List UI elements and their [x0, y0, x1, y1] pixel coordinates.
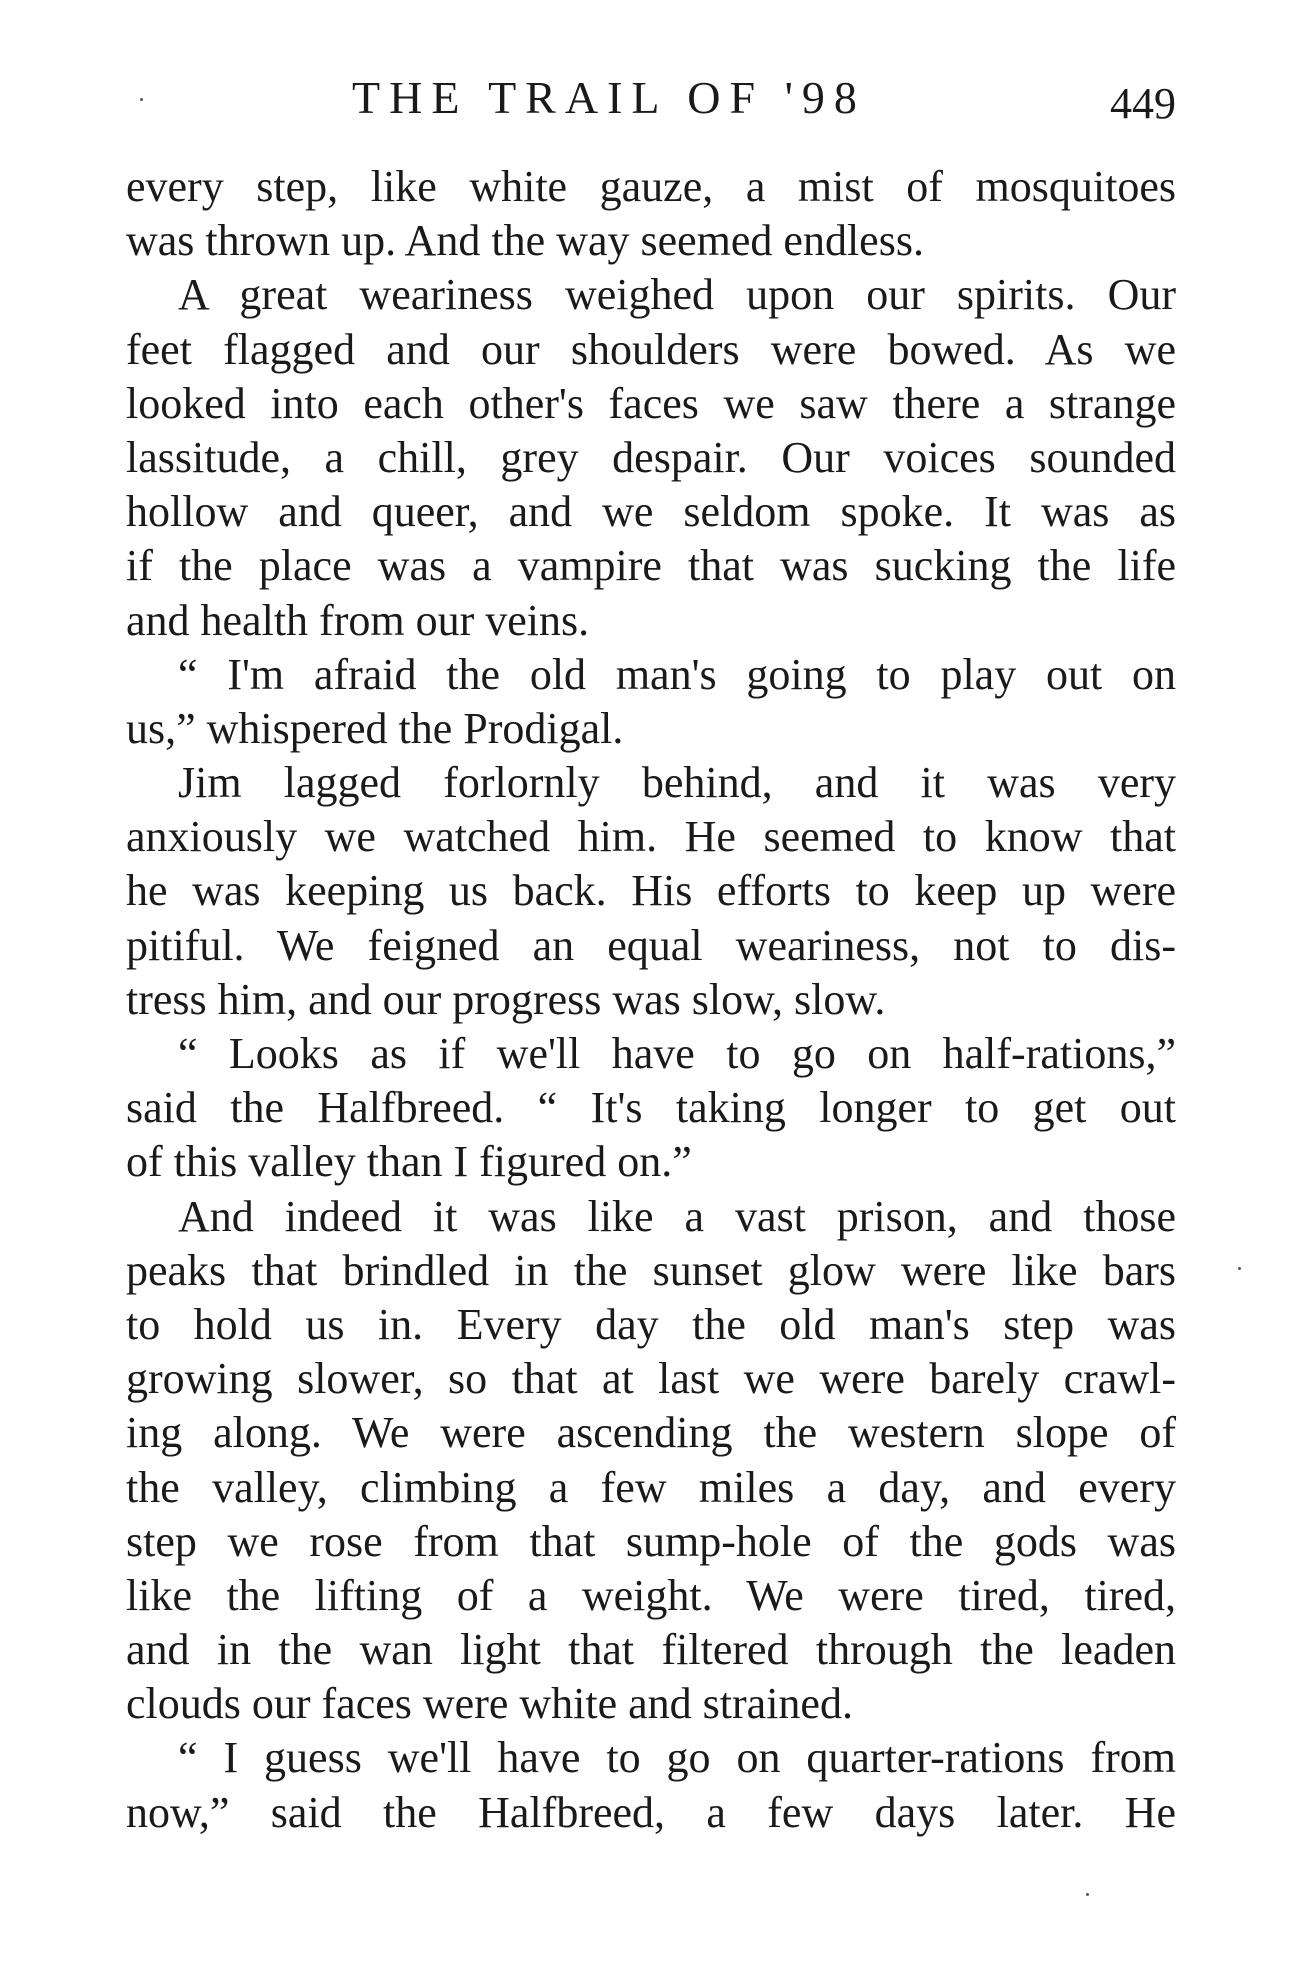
page-number: 449: [1110, 79, 1176, 128]
text-line: if the place was a vampire that was sucking the life: [126, 541, 1176, 591]
body-text: [126, 160, 1176, 1840]
print-speck: [140, 98, 143, 101]
text-line: feet flagged and our shoulders were bowed. As we: [126, 324, 1176, 374]
text-line: “ Looks as if we'll have to go on half-rations,”: [178, 1029, 1176, 1078]
print-speck: [1086, 1893, 1089, 1896]
text-line: the valley, climbing a few miles a day, and every: [126, 1462, 1176, 1512]
text-line: of this valley than I figured on.”: [126, 1137, 692, 1187]
text-line: growing slower, so that at last we were barely crawl-: [126, 1354, 1176, 1404]
running-head: [126, 68, 1176, 128]
text-line: pitiful. We feigned an equal weariness, not to dis-: [126, 920, 1176, 970]
text-line: was thrown up. And the way seemed endless.: [126, 216, 924, 266]
text-line: us,” whispered the Prodigal.: [126, 703, 624, 753]
text-line: peaks that brindled in the sunset glow were like bars: [126, 1245, 1176, 1295]
running-title: THE TRAIL OF '98: [352, 72, 866, 123]
text-line: “ I'm afraid the old man's going to play out on: [178, 649, 1176, 699]
text-line: Jim lagged forlornly behind, and it was very: [178, 758, 1176, 808]
text-line: to hold us in. Every day the old man's step was: [126, 1299, 1176, 1349]
text-line: tress him, and our progress was slow, slow.: [126, 974, 886, 1024]
text-line: hollow and queer, and we seldom spoke. It was as: [126, 487, 1176, 537]
text-line: And indeed it was like a vast prison, and those: [178, 1191, 1176, 1241]
text-line: now,” said the Halfbreed, a few days later. He: [126, 1787, 1176, 1837]
text-line: said the Halfbreed. “ It's taking longer to get out: [126, 1083, 1176, 1133]
text-line: like the lifting of a weight. We were tired, tired,: [126, 1570, 1176, 1620]
text-line: anxiously we watched him. He seemed to know that: [126, 812, 1176, 862]
text-line: “ I guess we'll have to go on quarter-rations from: [178, 1733, 1176, 1783]
text-line: and in the wan light that filtered through the leaden: [126, 1625, 1176, 1675]
text-line: step we rose from that sump-hole of the gods was: [126, 1516, 1176, 1566]
text-line: lassitude, a chill, grey despair. Our voices sounded: [126, 432, 1176, 482]
text-line: every step, like white gauze, a mist of mosquitoes: [126, 162, 1176, 211]
print-speck: [1238, 1267, 1241, 1270]
text-line: he was keeping us back. His efforts to keep up were: [126, 866, 1176, 916]
text-line: A great weariness weighed upon our spirits. Our: [178, 270, 1176, 320]
text-line: and health from our veins.: [126, 595, 590, 645]
text-line: looked into each other's faces we saw there a strange: [126, 378, 1176, 428]
text-line: clouds our faces were white and strained.: [126, 1679, 853, 1729]
text-line: ing along. We were ascending the western slope of: [126, 1408, 1176, 1458]
